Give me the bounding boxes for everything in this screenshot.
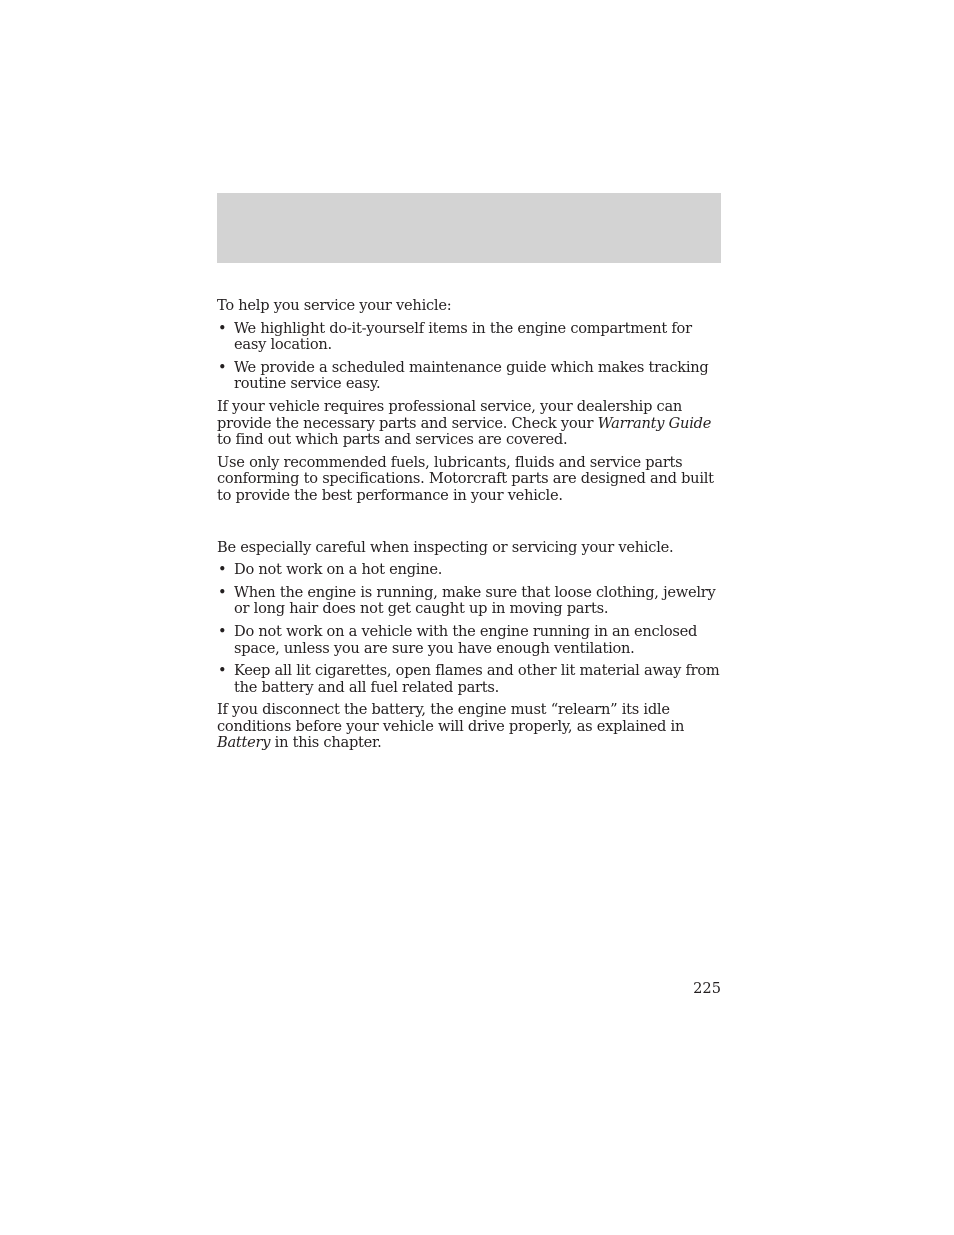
header-band [217,193,721,263]
battery-reference: Battery [217,734,271,752]
recommended-parts-paragraph: Use only recommended fuels, lubricants, fluids and service parts conforming to specifications. Motorcraft parts are designed and built to provide the best performance in your vehicle. [217,453,714,504]
list-item-text: When the engine is running, make sure that loose clothing, jewelry or long hair does not get caught up in moving parts. [234,583,716,618]
list-item-text: Keep all lit cigarettes, open flames and other lit material away from the battery and all fuel related parts. [234,662,720,696]
list-item [217,321,721,354]
list-item [217,562,721,579]
bullet-icon: • [218,662,227,680]
paragraph-text: If you disconnect the battery, the engine must “relearn” its idle conditions before your vehicle will drive properly, as explained in [217,701,685,735]
section1-intro: To help you service your vehicle: [217,297,452,314]
list-item [217,360,721,393]
list-item [217,624,721,657]
list-item [217,663,721,696]
list-item-text: We provide a scheduled maintenance guide which makes tracking routine service easy. [234,358,709,393]
list-item-text: Do not work on a vehicle with the engine running in an enclosed space, unless you are sure you have enough ventilation. [234,622,698,657]
section1-bullet-list [217,321,721,393]
battery-relearn-paragraph [217,702,721,752]
section-spacer [217,511,721,540]
section2-intro: Be especially careful when inspecting or servicing your vehicle. [217,538,674,556]
bullet-icon: • [218,583,227,601]
paragraph-text: to find out which parts and services are covered. [217,431,568,449]
bullet-icon: • [218,622,227,640]
list-item-text: We highlight do-it-yourself items in the engine compartment for easy location. [234,319,692,354]
page-number: 225 [693,980,721,997]
bullet-icon: • [218,561,227,579]
professional-service-paragraph [217,399,721,449]
list-item-text: Do not work on a hot engine. [234,561,443,579]
page-content [217,298,721,758]
bullet-icon: • [218,358,227,376]
section2-bullet-list [217,562,721,696]
warranty-guide-reference: Warranty Guide [597,414,712,432]
paragraph-text: in this chapter. [270,734,382,752]
list-item [217,585,721,618]
paragraph-text: If your vehicle requires professional service, your dealership can provide the necessary parts and service. Check your [217,397,683,432]
bullet-icon: • [218,319,227,337]
